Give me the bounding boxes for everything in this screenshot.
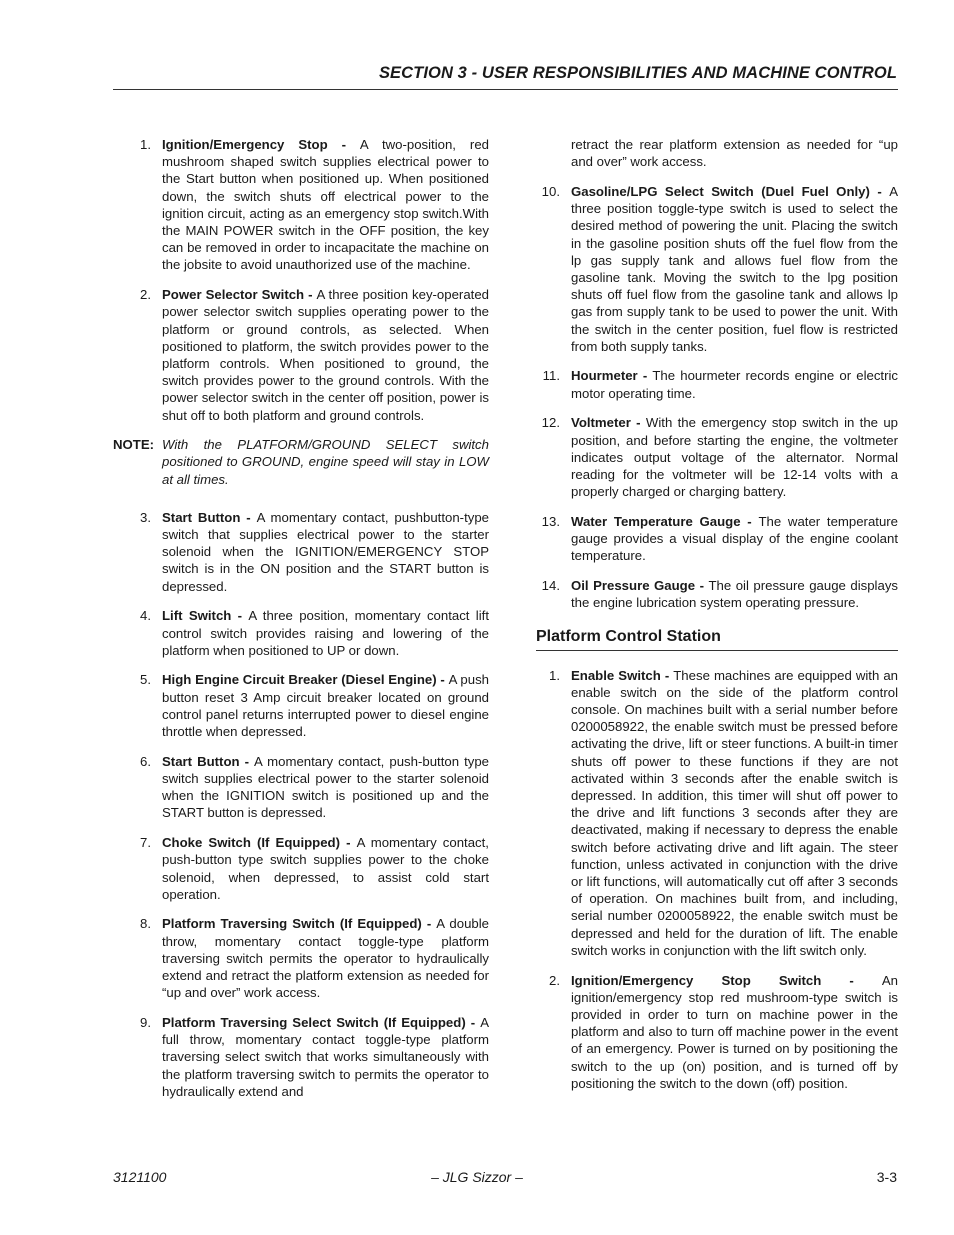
item-body [162,136,489,274]
list-item [536,513,898,565]
item-term: Platform Traversing Switch (If Equipped) - [162,916,437,932]
item-term: Hourmeter - [571,368,653,384]
item-body [162,286,489,424]
item-body [162,671,489,740]
list-item [113,753,489,822]
right-column [536,136,898,1104]
item-number: 11. [542,368,560,384]
item-text: The water temperature gauge provides a visual display of the engine coolant temperature. [571,513,899,564]
item-term: Water Temperature Gauge - [571,513,759,529]
item-text: A three position toggle-type switch is used to select the desired method of powering the unit. Placing the switch in the gasoline position shuts off the fuel flow from the lp gas supply tank and allows fuel flow from the gasoline tank. Moving the switch to the lpg position shuts off fuel flow from the gasoline tank and allows lp gas from supply tank to be used to power the unit. With the switch in the center position, fuel flow is restricted from both supply tanks. [571,183,898,354]
item-text: A three position, momentary contact lift control switch provides raising and lowering of the platform when positioned to UP or down. [162,608,489,658]
section-title: SECTION 3 - USER RESPONSIBILITIES AND MACHINE CONTROL [378,64,897,82]
item-number: 13. [541,513,560,529]
list-item [113,286,489,424]
item-term: Choke Switch (If Equipped) - [162,835,357,851]
list-item [113,834,489,903]
note-block [113,436,489,488]
item-term: Lift Switch - [162,608,249,624]
item-term: Oil Pressure Gauge - [571,577,709,593]
item-number: 1. [549,667,560,683]
item-number: 2. [549,972,560,988]
list-item [113,607,489,659]
list-item [113,671,489,740]
item-text: The hourmeter records engine or electric motor operating time. [571,368,899,401]
item-number: 10. [541,183,560,199]
item-text: An ignition/emergency stop red mushroom-type switch is provided in order to turn on machine power in the platform and also to turn off machine power in the event of an emergency. Power is turned on by positioning the switch to the up (on) position, and is turned off by positioning the switch to the down (off) position. [571,972,898,1091]
item-body [571,414,898,500]
item-term: Enable Switch - [571,667,674,683]
continued-text: retract the rear platform extension as needed for “up and over” work access. [571,137,898,170]
item-body [162,915,489,1001]
item-text: A push button reset 3 Amp circuit breaker located on ground control panel returns interrupted power to diesel engine throttle when depressed. [162,672,489,740]
item-term: Start Button - [162,753,255,769]
list-item [536,414,898,500]
footer-title: – JLG Sizzor – [431,1169,523,1185]
item-body [571,972,898,1092]
item-body [571,667,898,959]
list-item [536,972,898,1092]
item-number: 8. [140,916,151,932]
item-text: A momentary contact, push-button type switch supplies electrical power to the starter solenoid when the IGNITION switch is positioned up and the START button is depressed. [162,753,489,821]
item-body [571,577,898,611]
item-term: Start Button - [162,509,257,525]
item-text: The oil pressure gauge displays the engine lubrication system operating pressure. [571,577,899,611]
item-number: 9. [140,1014,151,1030]
item-term: Voltmeter - [571,415,646,431]
list-item [536,183,898,355]
item-number: 4. [140,608,151,624]
item-number: 12. [541,415,560,431]
document-number: 3121100 [113,1169,167,1185]
item-number: 14. [541,577,560,593]
item-term: Gasoline/LPG Select Switch (Duel Fuel Only) - [571,183,890,199]
item-term: Ignition/Emergency Stop Switch - [571,972,882,988]
list-item [113,1014,489,1100]
list-item [113,915,489,1001]
item-body [162,607,489,659]
item-body [162,509,489,595]
left-column [113,136,489,1112]
item-text: A two-position, red mushroom shaped switch supplies electrical power to the Start button when positioned up. When positioned down, the switch shuts off electrical power to the ignition circuit, acting as an emergency stop switch.With the MAIN POWER switch in the OFF position, the key can be removed in order to incapacitate the machine on the jobsite to avoid unauthorized use of the machine. [162,137,489,273]
list-item [113,136,489,274]
item-text: A double throw, momentary contact toggle-type platform traversing switch permits the operator to hydraulically extend and retract the platform extension as needed for “up and over” work access. [162,916,489,1001]
list-item [536,577,898,611]
page-number: 3-3 [876,1169,897,1185]
item-text: These machines are equipped with an enable switch on the side of the platform control console. On machines built with a serial number before 0200058922, the enable switch must be pressed before activating the drive, lift or steer functions. A built-in timer shuts off power to these functions if they are not activated within 3 seconds after the enable switch is depressed. In addition, this timer will shut off power to the drive and lift functions 3 seconds after they are deactivated, making if necessary to depress the enable switch before activating drive and lift again. The steer function, unless activated in conjunction with the drive or lift functions, will automatically cut off after 3 seconds of operation. On machines built from, and including, serial number 0200058922, the enable switch must be depressed and held for the duration of lift. The enable switch works in conjunction with the lift switch only. [571,667,898,958]
item-body [571,513,898,565]
item-term: Ignition/Emergency Stop - [162,137,360,152]
item-body [162,834,489,903]
item-text: With the emergency stop switch in the up position, and before starting the engine, the voltmeter indicates output voltage of the alternator. Normal reading for the voltmeter will be 12-14 volts with a properly charged or charging battery. [571,415,898,500]
item-number: 6. [140,753,151,769]
item-term: Platform Traversing Select Switch (If Equipped) - [162,1014,481,1030]
item-text: A three position key-operated power selector switch supplies operating power to the platform or ground controls, as selected. When positioned to platform, the switch provides power to the platform controls. When positioned to ground, the switch provides power to the ground controls. With the power selector switch in the center off position, power is shut off to both platform and ground controls. [162,287,489,423]
item-body [571,183,898,355]
item-body [162,1014,489,1100]
list-item [536,367,898,401]
item-number: 3. [140,509,151,525]
item-number: 5. [140,672,151,688]
item-number: 1. [140,137,151,152]
item-body [162,753,489,822]
note-text: With the PLATFORM/GROUND SELECT switch positioned to GROUND, engine speed will stay in LOW at all times. [162,437,489,487]
item-text: A momentary contact, pushbutton-type switch that supplies electrical power to the starter solenoid when the IGNITION/EMERGENCY STOP switch is in the ON position and the START button is depressed. [162,509,489,594]
item-term: Power Selector Switch - [162,287,317,303]
item-term: High Engine Circuit Breaker (Diesel Engine) - [162,672,449,688]
section-heading: Platform Control Station [536,628,898,650]
item-text: A momentary contact, push-button type switch supplies power to the choke solenoid, when depressed, to assist cold start operation. [162,835,489,902]
item-number: 7. [140,835,151,851]
item-number: 2. [140,287,151,303]
list-item [536,667,898,959]
header-rule [113,89,898,90]
item-text: A full throw, momentary contact toggle-type platform traversing select switch that works simultaneously with the platform traversing switch to permits the operator to hydraulically extend and [162,1014,489,1099]
note-label: NOTE: [113,437,155,453]
item-body [571,367,898,401]
list-item [113,509,489,595]
